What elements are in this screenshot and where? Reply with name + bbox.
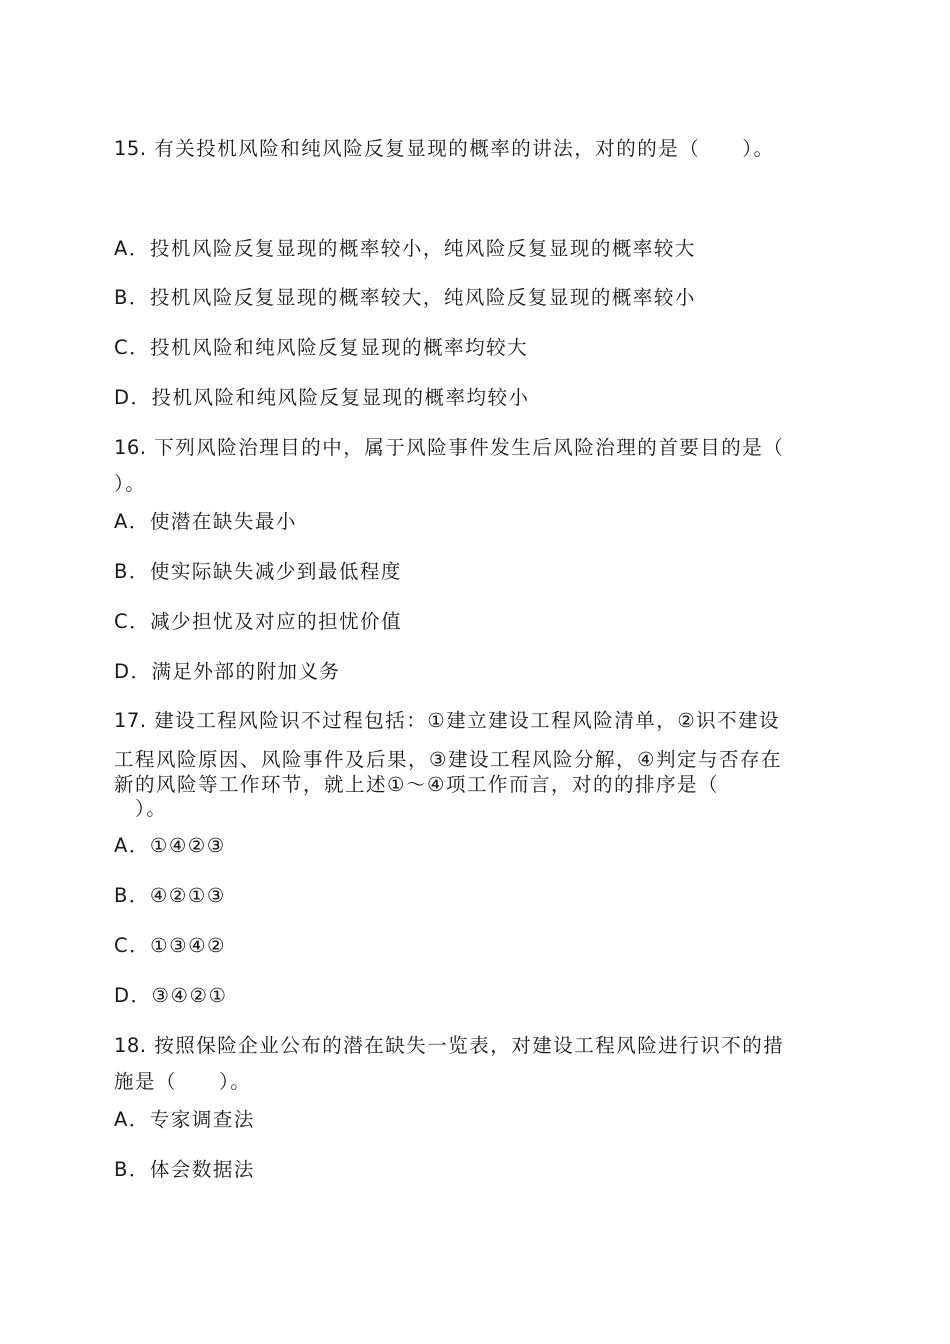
question-text: 有关投机风险和纯风险反复显现的概率的讲法，对的的是（ ）。: [154, 137, 775, 160]
question-18-stem: [114, 1033, 784, 1059]
question-15-option-c: C．投机风险和纯风险反复显现的概率均较大: [114, 336, 529, 359]
question-15-option-a: A．投机风险反复显现的概率较小，纯风险反复显现的概率较大: [114, 237, 696, 260]
question-18-option-a: A．专家调查法: [114, 1108, 255, 1131]
question-15-option-b: B．投机风险反复显现的概率较大，纯风险反复显现的概率较小: [114, 286, 696, 309]
question-17-stem-cont-1: 工程风险原因、风险事件及后果，③建设工程风险分解，④判定与否存在: [114, 748, 782, 771]
question-15-option-d: D．投机风险和纯风险反复显现的概率均较小: [114, 386, 530, 409]
question-text: 下列风险治理目的中，属于风险事件发生后风险治理的首要目的是（: [154, 436, 785, 459]
question-number: 16.: [114, 436, 147, 459]
question-16-option-d: D．满足外部的附加义务: [114, 660, 341, 683]
question-18-option-b: B．体会数据法: [114, 1158, 255, 1181]
question-text: 建设工程风险识不过程包括：①建立建设工程风险清单，②识不建设: [154, 709, 781, 732]
question-17-stem-cont-2: 新的风险等工作环节，就上述①～④项工作而言，对的的排序是（: [114, 773, 719, 796]
question-16-stem-cont: ）。: [114, 472, 147, 495]
question-17-stem-cont-3: ）。: [114, 797, 168, 820]
question-17-option-c: C．①③④②: [114, 934, 227, 957]
question-number: 18.: [114, 1034, 147, 1057]
question-16-option-c: C．减少担忧及对应的担忧价值: [114, 610, 403, 633]
question-18-stem-cont: 施是（ ）。: [114, 1070, 252, 1093]
question-16-stem: [114, 435, 784, 461]
question-16-option-a: A．使潜在缺失最小: [114, 510, 297, 533]
question-17-option-a: A．①④②③: [114, 834, 226, 857]
question-text: 按照保险企业公布的潜在缺失一览表，对建设工程风险进行识不的措: [154, 1034, 785, 1057]
question-17-stem: [114, 708, 780, 734]
question-number: 15.: [114, 137, 147, 160]
question-number: 17.: [114, 709, 147, 732]
question-17-option-d: D．③④②①: [114, 984, 228, 1007]
question-15-stem: [114, 136, 774, 162]
question-16-option-b: B．使实际缺失减少到最低程度: [114, 560, 402, 583]
question-17-option-b: B．④②①③: [114, 884, 226, 907]
